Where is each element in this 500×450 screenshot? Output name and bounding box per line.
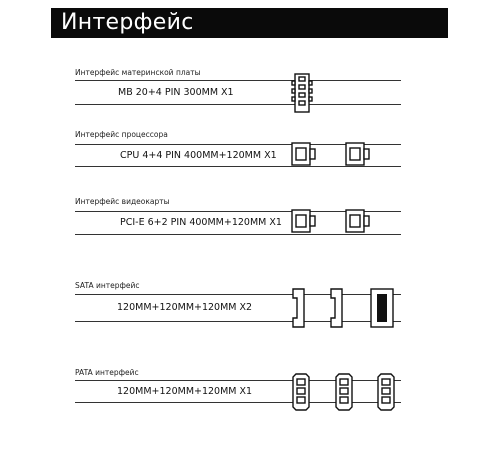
cable-label-gpu: PCI-E 6+2 PIN 400MM+120MM X1	[120, 217, 282, 228]
cpu-8pin-connector-icon	[290, 140, 318, 170]
page-title: Интерфейс	[61, 10, 194, 35]
sata-connector-secondary-icon	[328, 288, 346, 328]
section-title-motherboard: Интерфейс материнской платы	[75, 68, 201, 77]
sata-connector-icon	[290, 288, 308, 328]
sata-connector-end-icon	[369, 288, 395, 328]
cpu-8pin-connector-secondary-icon	[344, 140, 372, 170]
cable-motherboard	[75, 80, 401, 105]
section-title-sata: SATA интерфейс	[75, 281, 140, 290]
section-title-cpu: Интерфейс процессора	[75, 130, 168, 139]
section-title-gpu: Интерфейс видеокарты	[75, 197, 170, 206]
cable-sata	[75, 294, 401, 322]
section-title-pata: PATA интерфейс	[75, 368, 139, 377]
pcie-8pin-connector-icon	[290, 207, 318, 237]
cable-label-cpu: CPU 4+4 PIN 400MM+120MM X1	[120, 150, 277, 161]
cable-label-sata: 120MM+120MM+120MM X2	[117, 302, 253, 313]
page-header	[51, 8, 448, 38]
cable-label-pata: 120MM+120MM+120MM X1	[117, 386, 253, 397]
molex-connector-icon	[291, 373, 311, 411]
molex-connector-secondary-icon	[334, 373, 354, 411]
cable-label-motherboard: MB 20+4 PIN 300MM X1	[118, 87, 234, 98]
pcie-8pin-connector-secondary-icon	[344, 207, 372, 237]
molex-connector-end-icon	[376, 373, 396, 411]
mb-24pin-connector-icon	[291, 73, 313, 113]
